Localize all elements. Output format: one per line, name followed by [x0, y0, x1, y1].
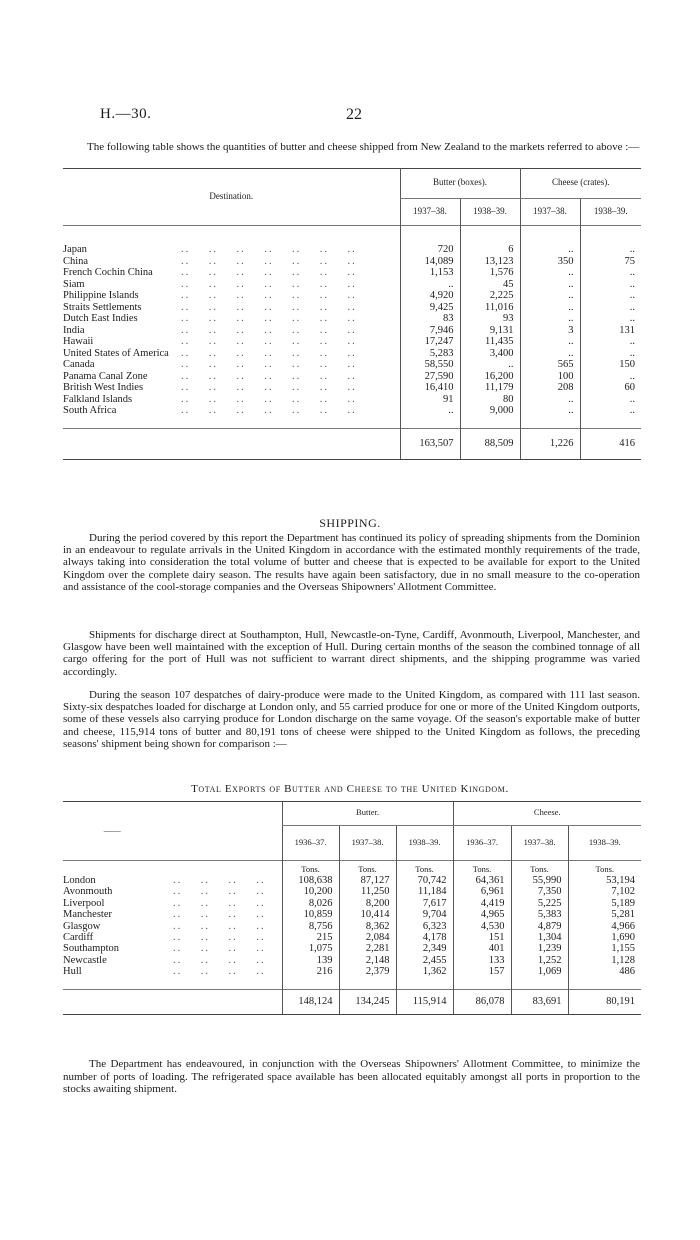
table-row	[63, 405, 641, 417]
table-row	[63, 955, 641, 966]
table-cell: 7,102	[568, 886, 641, 897]
table-row	[63, 371, 641, 383]
row-label: United States of America .. .. .. .. .. .. ..	[63, 347, 357, 359]
table-row	[63, 359, 641, 371]
total-cell: 115,914	[396, 990, 453, 1015]
intro-paragraph: The following table shows the quantities of butter and cheese shipped from New Zealand to the markets referred to above :—	[87, 141, 640, 153]
table-cell: 93	[460, 313, 520, 325]
table-cell: 2,148	[339, 955, 396, 966]
leader-dots: .. .. .. .. .. .. ..	[181, 393, 357, 405]
table-cell: ..	[520, 394, 580, 406]
total-cell: 148,124	[282, 990, 339, 1015]
leader-dots: .. .. .. ..	[173, 932, 266, 944]
table-cell: ..	[520, 336, 580, 348]
table-row	[63, 348, 641, 360]
table-cell: 401	[453, 943, 511, 954]
closing-paragraph: The Department has endeavoured, in conjunction with the Overseas Shipowners' Allotment Committee, to minimize the number of ports of loading. The refrigerated space available has been allocated equitably amongst all ports in proportion to the stocks awaiting shipment.	[63, 1058, 640, 1095]
paragraph: Shipments for discharge direct at Southampton, Hull, Newcastle-on-Tyne, Cardiff, Avonmouth, Liverpool, Manchester, and Glasgow have been well maintained with the exception of Hull. During certain months of the season the combined tonnage of all cargo offering for the port of Hull was not sufficient to warrant direct shipments, and the shipping programme was varied accordingly.	[63, 629, 640, 678]
unit-label: Tons.	[396, 861, 453, 876]
table-row	[63, 279, 641, 291]
leader-dots: .. .. .. .. .. .. ..	[181, 290, 357, 301]
leader-dots: .. .. .. ..	[173, 943, 266, 955]
table-cell: 4,965	[453, 909, 511, 920]
document-reference: H.—30.	[100, 106, 152, 122]
table-row	[63, 966, 641, 977]
table-cell: 83	[400, 313, 460, 325]
table-cell: 10,859	[282, 909, 339, 920]
table-cell: 1,252	[511, 955, 568, 966]
table-row	[63, 325, 641, 337]
row-label: Avonmouth .. .. .. ..	[63, 886, 266, 898]
row-label: Hawaii .. .. .. .. .. .. ..	[63, 336, 357, 347]
row-label: Hull .. .. .. ..	[63, 966, 266, 978]
table-cell: ..	[400, 279, 460, 291]
table-cell: 9,425	[400, 302, 460, 314]
table-cell: 27,590	[400, 371, 460, 383]
table-cell: 1,576	[460, 267, 520, 279]
table-cell: 9,704	[396, 909, 453, 920]
leader-dots: .. .. .. ..	[173, 897, 266, 909]
table-row	[63, 943, 641, 954]
row-label: Japan .. .. .. .. .. .. ..	[63, 244, 357, 255]
year-header: 1936–37.	[453, 826, 511, 861]
leader-dots: .. .. .. .. .. .. ..	[181, 244, 357, 255]
leader-dots: .. .. .. .. .. .. ..	[181, 405, 357, 416]
table-cell: ..	[520, 313, 580, 325]
table-cell: ..	[580, 336, 641, 348]
table-cell: 17,247	[400, 336, 460, 348]
table-cell: 45	[460, 279, 520, 291]
table-cell: 4,530	[453, 921, 511, 932]
leader-dots: .. .. .. ..	[173, 954, 266, 966]
table-cell: ..	[520, 348, 580, 360]
total-cell: 416	[580, 429, 641, 460]
table-cell: ..	[580, 244, 641, 256]
destination-table	[63, 168, 641, 460]
table-row	[63, 336, 641, 348]
row-label: Falkland Islands .. .. .. .. .. .. ..	[63, 393, 357, 405]
table-cell: 1,239	[511, 943, 568, 954]
table-cell: ..	[520, 279, 580, 291]
unit-label: Tons.	[282, 861, 339, 876]
table-cell: 133	[453, 955, 511, 966]
row-label: Straits Settlements .. .. .. .. .. .. ..	[63, 301, 357, 313]
table-cell: 8,200	[339, 898, 396, 909]
table-cell: 16,200	[460, 371, 520, 383]
table-cell: 215	[282, 932, 339, 943]
year-header: 1937–38.	[400, 199, 460, 226]
table-cell: 2,281	[339, 943, 396, 954]
table-cell: 8,026	[282, 898, 339, 909]
table-row	[63, 875, 641, 886]
table-cell: 108,638	[282, 875, 339, 886]
table-cell: 2,379	[339, 966, 396, 977]
table-cell: ..	[580, 394, 641, 406]
table-cell: 11,435	[460, 336, 520, 348]
total-cell: 88,509	[460, 429, 520, 460]
leader-dots: .. .. .. .. .. .. ..	[181, 382, 357, 393]
unit-label: Tons.	[339, 861, 396, 876]
table-cell: ..	[400, 405, 460, 417]
table-cell: 131	[580, 325, 641, 337]
table-row	[63, 898, 641, 909]
total-cell: 1,226	[520, 429, 580, 460]
table-cell: 5,225	[511, 898, 568, 909]
total-cell: 83,691	[511, 990, 568, 1015]
table-row	[63, 921, 641, 932]
table-row	[63, 267, 641, 279]
table-cell: 150	[580, 359, 641, 371]
table-cell: 9,131	[460, 325, 520, 337]
table-row	[63, 313, 641, 325]
cheese-header: Cheese.	[453, 801, 641, 826]
row-label: Newcastle .. .. .. ..	[63, 954, 266, 966]
table-cell: 3,400	[460, 348, 520, 360]
table-cell: 1,153	[400, 267, 460, 279]
leader-dots: .. .. .. .. .. .. ..	[181, 313, 357, 324]
table-cell: 8,362	[339, 921, 396, 932]
table-row	[63, 302, 641, 314]
table-cell: 157	[453, 966, 511, 977]
table-cell: 64,361	[453, 875, 511, 886]
table-cell: 8,756	[282, 921, 339, 932]
table-caption: Total Exports of Butter and Cheese to the United Kingdom.	[191, 783, 509, 795]
table-cell: 10,414	[339, 909, 396, 920]
leader-dots: .. .. .. ..	[173, 875, 266, 886]
leader-dots: .. .. .. .. .. .. ..	[181, 370, 357, 382]
unit-label: Tons.	[568, 861, 641, 876]
table-cell: 70,742	[396, 875, 453, 886]
table-cell: 6,323	[396, 921, 453, 932]
table-cell: 1,128	[568, 955, 641, 966]
leader-dots: .. .. .. ..	[173, 909, 266, 921]
table-cell: 53,194	[568, 875, 641, 886]
table-cell: 100	[520, 371, 580, 383]
row-label: South Africa .. .. .. .. .. .. ..	[63, 405, 357, 416]
table-cell: 9,000	[460, 405, 520, 417]
section-title: SHIPPING.	[319, 516, 381, 530]
table-cell: 4,920	[400, 290, 460, 302]
blank-header: ——	[103, 824, 121, 835]
page-number: 22	[346, 106, 362, 123]
table-cell: 139	[282, 955, 339, 966]
table-cell: 13,123	[460, 256, 520, 268]
table-cell: ..	[460, 359, 520, 371]
table-cell: 2,455	[396, 955, 453, 966]
unit-label: Tons.	[453, 861, 511, 876]
year-header: 1938–39.	[396, 826, 453, 861]
leader-dots: .. .. .. ..	[173, 920, 266, 932]
table-cell: 2,225	[460, 290, 520, 302]
table-row	[63, 244, 641, 256]
year-header: 1938–39.	[460, 199, 520, 226]
table-cell: 2,084	[339, 932, 396, 943]
table-cell: 565	[520, 359, 580, 371]
table-cell: 5,383	[511, 909, 568, 920]
year-header: 1937–38.	[339, 826, 396, 861]
row-label: Cardiff .. .. .. ..	[63, 932, 266, 944]
table-cell: 16,410	[400, 382, 460, 394]
table-cell: ..	[580, 279, 641, 291]
table-cell: 2,349	[396, 943, 453, 954]
row-label: Glasgow .. .. .. ..	[63, 920, 266, 932]
table-cell: 6	[460, 244, 520, 256]
uk-exports-table	[63, 801, 641, 1015]
table-cell: 4,966	[568, 921, 641, 932]
leader-dots: .. .. .. .. .. .. ..	[181, 278, 357, 290]
leader-dots: .. .. .. .. .. .. ..	[181, 347, 357, 359]
leader-dots: .. .. .. .. .. .. ..	[181, 301, 357, 313]
table-row	[63, 256, 641, 268]
leader-dots: .. .. .. .. .. .. ..	[181, 336, 357, 347]
row-label: Dutch East Indies .. .. .. .. .. .. ..	[63, 313, 357, 324]
year-header: 1938–39.	[568, 826, 641, 861]
leader-dots: .. .. .. ..	[173, 966, 266, 978]
table-cell: 55,990	[511, 875, 568, 886]
table-cell: 75	[580, 256, 641, 268]
row-label: Siam .. .. .. .. .. .. ..	[63, 278, 357, 290]
leader-dots: .. .. .. .. .. .. ..	[181, 359, 357, 370]
total-cell: 134,245	[339, 990, 396, 1015]
row-label: Manchester .. .. .. ..	[63, 909, 266, 921]
leader-dots: .. .. .. .. .. .. ..	[181, 267, 357, 278]
paragraph: During the period covered by this report the Department has continued its policy of spreading shipments from the Dominion in an endeavour to regulate arrivals in the United Kingdom in accordance with the estimated monthly requirements of the trade, always taking into consideration the total volume of butter and cheese that is expected to be available for export to the United Kingdom over the complete dairy season. The results have again been satisfactory, due in no small measure to the co-operation and assistance of the cool-storage companies and the Overseas Shipowners' Allotment Committee.	[63, 532, 640, 593]
table-row	[63, 886, 641, 897]
total-cell: 163,507	[400, 429, 460, 460]
table-row	[63, 909, 641, 920]
table-cell: ..	[580, 348, 641, 360]
cheese-header: Cheese (crates).	[520, 168, 641, 199]
table-cell: ..	[520, 267, 580, 279]
table-cell: 5,189	[568, 898, 641, 909]
row-label: Philippine Islands .. .. .. .. .. .. ..	[63, 290, 357, 301]
table-cell: 11,179	[460, 382, 520, 394]
row-label: French Cochin China .. .. .. .. .. .. ..	[63, 267, 357, 278]
table-row	[63, 382, 641, 394]
table-cell: 11,250	[339, 886, 396, 897]
table-cell: ..	[580, 405, 641, 417]
table-cell: 60	[580, 382, 641, 394]
table-cell: ..	[580, 313, 641, 325]
table-cell: 7,946	[400, 325, 460, 337]
leader-dots: .. .. .. ..	[173, 886, 266, 898]
row-label: Canada .. .. .. .. .. .. ..	[63, 359, 357, 370]
table-cell: 350	[520, 256, 580, 268]
year-header: 1936–37.	[282, 826, 339, 861]
table-cell: ..	[580, 267, 641, 279]
table-cell: 14,089	[400, 256, 460, 268]
table-cell: 1,069	[511, 966, 568, 977]
table-cell: 4,879	[511, 921, 568, 932]
row-label: Liverpool .. .. .. ..	[63, 897, 266, 909]
table-cell: 3	[520, 325, 580, 337]
table-cell: 5,281	[568, 909, 641, 920]
table-cell: 80	[460, 394, 520, 406]
table-cell: 11,016	[460, 302, 520, 314]
row-label: India .. .. .. .. .. .. ..	[63, 324, 357, 336]
table-row	[63, 932, 641, 943]
destination-header: Destination.	[209, 190, 254, 201]
table-cell: ..	[580, 302, 641, 314]
table-cell: 4,419	[453, 898, 511, 909]
unit-label: Tons.	[511, 861, 568, 876]
table-cell: ..	[520, 405, 580, 417]
table-cell: 208	[520, 382, 580, 394]
paragraph: During the season 107 despatches of dairy-produce were made to the United Kingdom, as compared with 111 last season. Sixty-six despatches loaded for discharge at London only, and 55 carried produce for one or more of the United Kingdom outports, some of these vessels also carrying produce for London discharge on the same voyage. Of the season's exportable make of butter and cheese, 115,914 tons of butter and 80,191 tons of cheese were shipped to the United Kingdom as follows, the preceding seasons' shipment being shown for comparison :—	[63, 689, 640, 750]
table-cell: 216	[282, 966, 339, 977]
table-cell: 1,690	[568, 932, 641, 943]
table-cell: 1,075	[282, 943, 339, 954]
table-cell: ..	[520, 302, 580, 314]
table-cell: 11,184	[396, 886, 453, 897]
table-cell: 7,350	[511, 886, 568, 897]
total-cell: 80,191	[568, 990, 641, 1015]
year-header: 1937–38.	[520, 199, 580, 226]
row-label: Panama Canal Zone .. .. .. .. .. .. ..	[63, 370, 357, 382]
table-cell: 4,178	[396, 932, 453, 943]
year-header: 1938–39.	[580, 199, 641, 226]
table-cell: 5,283	[400, 348, 460, 360]
leader-dots: .. .. .. .. .. .. ..	[181, 324, 357, 336]
table-cell: 10,200	[282, 886, 339, 897]
table-cell: 91	[400, 394, 460, 406]
table-cell: 58,550	[400, 359, 460, 371]
table-cell: ..	[580, 290, 641, 302]
table-row	[63, 290, 641, 302]
butter-header: Butter.	[282, 801, 453, 826]
table-cell: 1,304	[511, 932, 568, 943]
year-header: 1937–38.	[511, 826, 568, 861]
butter-header: Butter (boxes).	[400, 168, 520, 199]
row-label: British West Indies .. .. .. .. .. .. ..	[63, 382, 357, 393]
table-cell: 7,617	[396, 898, 453, 909]
table-row	[63, 394, 641, 406]
table-cell: ..	[520, 244, 580, 256]
table-cell: 720	[400, 244, 460, 256]
table-cell: ..	[520, 290, 580, 302]
table-cell: 151	[453, 932, 511, 943]
table-cell: 87,127	[339, 875, 396, 886]
table-cell: 1,362	[396, 966, 453, 977]
table-cell: 486	[568, 966, 641, 977]
table-cell: ..	[580, 371, 641, 383]
leader-dots: .. .. .. .. .. .. ..	[181, 255, 357, 267]
row-label: China .. .. .. .. .. .. ..	[63, 255, 357, 267]
row-label: Southampton .. .. .. ..	[63, 943, 266, 955]
table-cell: 1,155	[568, 943, 641, 954]
table-cell: 6,961	[453, 886, 511, 897]
row-label: London .. .. .. ..	[63, 875, 266, 886]
total-cell: 86,078	[453, 990, 511, 1015]
